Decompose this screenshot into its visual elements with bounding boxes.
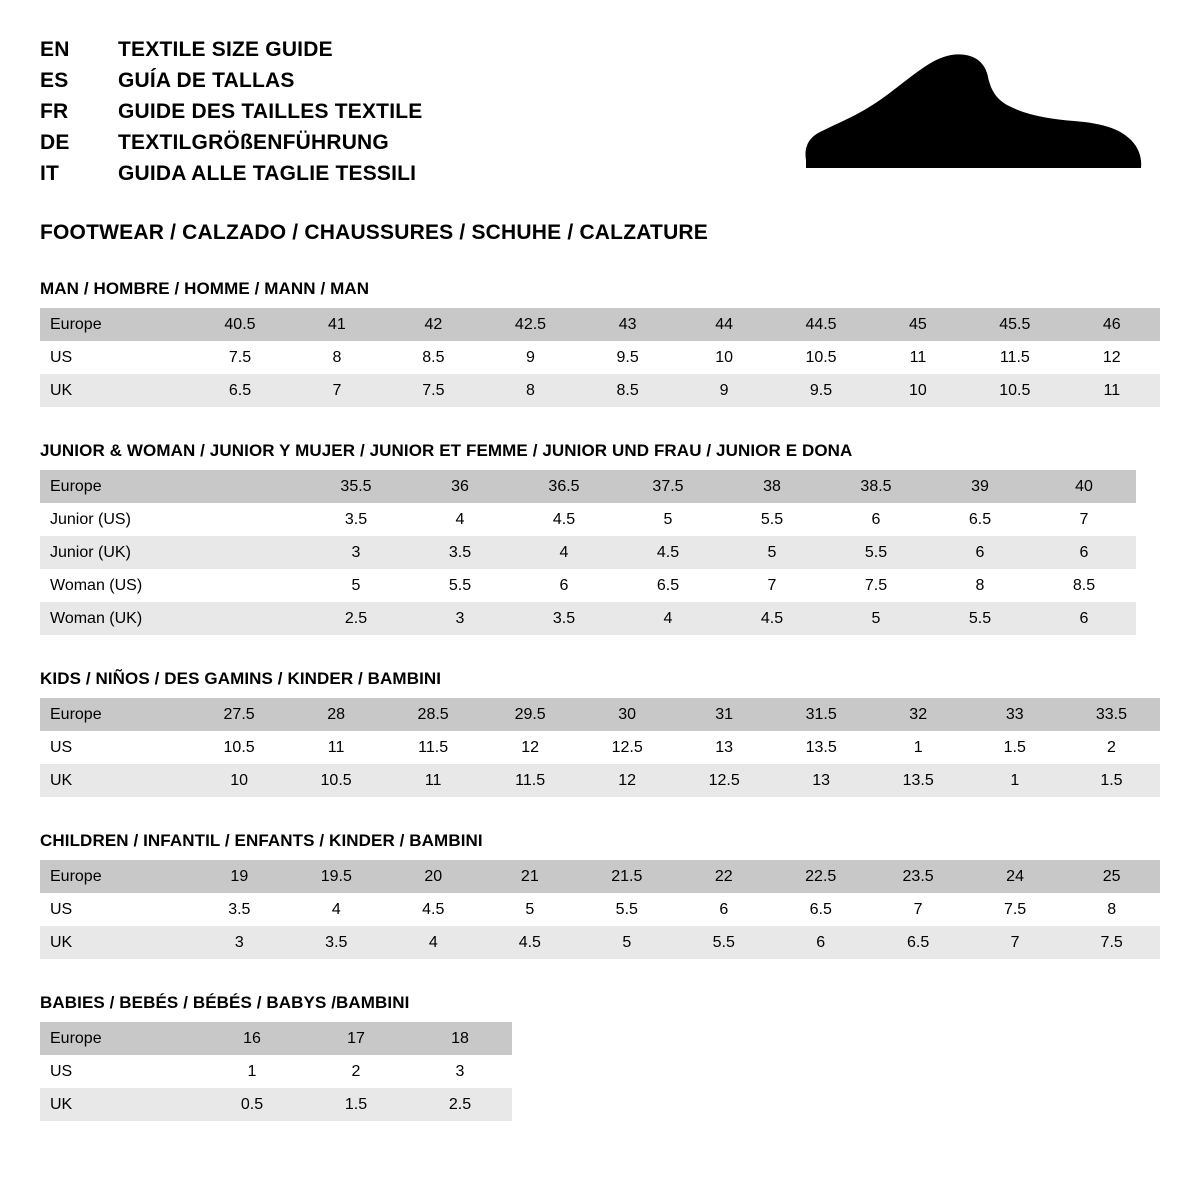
size-cell: 22.5 <box>772 860 869 893</box>
size-cell: 38 <box>720 470 824 503</box>
row-label: Junior (US) <box>40 503 200 536</box>
size-cell: 8 <box>482 374 580 407</box>
row-label: UK <box>40 926 191 959</box>
size-cell: 2.5 <box>408 1088 512 1121</box>
size-cell: 3.5 <box>304 503 408 536</box>
size-cell: 9 <box>676 374 772 407</box>
size-cell: 24 <box>967 860 1064 893</box>
size-cell: 37.5 <box>616 470 720 503</box>
table-row <box>40 698 1160 731</box>
size-cell: 11 <box>288 731 385 764</box>
table-row <box>40 731 1160 764</box>
size-cell: 8 <box>928 569 1032 602</box>
language-code: IT <box>40 162 60 185</box>
size-cell: 8.5 <box>385 341 482 374</box>
size-cell: 21.5 <box>578 860 675 893</box>
size-table-heading: JUNIOR & WOMAN / JUNIOR Y MUJER / JUNIOR ET FEMME / JUNIOR UND FRAU / JUNIOR E DONA <box>40 441 853 460</box>
size-table-heading: MAN / HOMBRE / HOMME / MANN / MAN <box>40 279 370 298</box>
size-cell: 12 <box>1064 341 1160 374</box>
size-cell: 45 <box>870 308 966 341</box>
size-cell: 31.5 <box>773 698 870 731</box>
size-cell: 5.5 <box>675 926 772 959</box>
row-label: UK <box>40 374 191 407</box>
size-cell: 32 <box>870 698 967 731</box>
size-cell: 45.5 <box>966 308 1064 341</box>
table-row <box>40 893 1160 926</box>
size-cell: 4 <box>288 893 385 926</box>
table-row <box>40 470 1136 503</box>
size-cell: 3 <box>408 602 512 635</box>
size-cell: 13 <box>676 731 773 764</box>
size-cell: 22 <box>675 860 772 893</box>
category-title: FOOTWEAR / CALZADO / CHAUSSURES / SCHUHE / CALZATURE <box>40 221 709 244</box>
size-cell: 12.5 <box>676 764 773 797</box>
size-cell: 19 <box>191 860 288 893</box>
size-cell: 13 <box>773 764 870 797</box>
size-cell: 20 <box>385 860 482 893</box>
size-cell <box>200 569 304 602</box>
language-title: TEXTILE SIZE GUIDE <box>118 38 333 61</box>
size-cell: 7 <box>869 893 966 926</box>
language-title: GUÍA DE TALLAS <box>118 69 295 92</box>
size-table-block <box>40 993 1160 1121</box>
size-cell: 11.5 <box>966 341 1064 374</box>
size-cell: 7.5 <box>191 341 289 374</box>
size-cell: 12 <box>579 764 676 797</box>
size-cell: 7 <box>720 569 824 602</box>
size-cell: 1.5 <box>1063 764 1160 797</box>
size-table-heading: KIDS / NIÑOS / DES GAMINS / KINDER / BAMBINI <box>40 669 442 688</box>
table-row <box>40 1088 512 1121</box>
size-cell: 5 <box>304 569 408 602</box>
size-cell: 4 <box>408 503 512 536</box>
size-cell: 5 <box>824 602 928 635</box>
size-cell: 31 <box>676 698 773 731</box>
size-cell: 8 <box>289 341 385 374</box>
size-cell: 18 <box>408 1022 512 1055</box>
size-cell: 4 <box>512 536 616 569</box>
table-row <box>40 764 1160 797</box>
size-cell: 41 <box>289 308 385 341</box>
size-cell: 1 <box>967 764 1063 797</box>
size-cell: 11 <box>1064 374 1160 407</box>
size-cell: 4.5 <box>616 536 720 569</box>
size-cell: 9 <box>482 341 580 374</box>
size-cell: 5.5 <box>824 536 928 569</box>
size-table-block <box>40 831 1160 959</box>
size-cell: 13.5 <box>773 731 870 764</box>
size-cell: 4.5 <box>512 503 616 536</box>
language-title: GUIDA ALLE TAGLIE TESSILI <box>118 162 417 185</box>
size-cell: 35.5 <box>304 470 408 503</box>
language-code: EN <box>40 38 70 61</box>
size-cell: 30 <box>579 698 676 731</box>
language-code: DE <box>40 131 70 154</box>
size-cell: 33.5 <box>1063 698 1160 731</box>
size-cell: 29.5 <box>482 698 579 731</box>
size-cell: 19.5 <box>288 860 385 893</box>
size-cell: 39 <box>928 470 1032 503</box>
row-label: Junior (UK) <box>40 536 200 569</box>
size-table-block <box>40 441 1160 635</box>
size-cell: 6.5 <box>772 893 869 926</box>
size-cell: 46 <box>1064 308 1160 341</box>
size-cell: 17 <box>304 1022 408 1055</box>
size-cell: 10 <box>870 374 966 407</box>
table-row <box>40 569 1136 602</box>
row-label: UK <box>40 764 191 797</box>
size-table <box>40 860 1160 959</box>
size-cell: 6 <box>512 569 616 602</box>
size-cell: 0.5 <box>200 1088 304 1121</box>
size-cell: 43 <box>579 308 676 341</box>
size-cell <box>200 536 304 569</box>
size-cell: 40 <box>1032 470 1136 503</box>
size-cell: 10 <box>191 764 288 797</box>
size-cell <box>200 602 304 635</box>
table-row <box>40 1055 512 1088</box>
table-row <box>40 536 1136 569</box>
size-cell: 8.5 <box>1032 569 1136 602</box>
size-cell: 4.5 <box>720 602 824 635</box>
row-label: US <box>40 341 191 374</box>
size-cell: 7 <box>289 374 385 407</box>
row-label: US <box>40 731 191 764</box>
row-label: UK <box>40 1088 200 1121</box>
size-cell: 7.5 <box>824 569 928 602</box>
table-row <box>40 308 1160 341</box>
size-cell: 8 <box>1063 893 1160 926</box>
size-cell: 28 <box>288 698 385 731</box>
size-cell: 11 <box>385 764 482 797</box>
size-cell: 5 <box>616 503 720 536</box>
size-cell: 3.5 <box>512 602 616 635</box>
size-cell: 12.5 <box>579 731 676 764</box>
size-cell: 3 <box>408 1055 512 1088</box>
size-cell: 11 <box>870 341 966 374</box>
size-cell: 10.5 <box>191 731 288 764</box>
row-label: Europe <box>40 470 200 503</box>
row-label: Europe <box>40 1022 200 1055</box>
language-code: FR <box>40 100 69 123</box>
size-table-heading: BABIES / BEBÉS / BÉBÉS / BABYS /BAMBINI <box>40 993 410 1012</box>
size-cell: 25 <box>1063 860 1160 893</box>
size-cell: 6.5 <box>191 374 289 407</box>
language-code: ES <box>40 69 69 92</box>
size-cell: 16 <box>200 1022 304 1055</box>
size-cell: 9.5 <box>772 374 870 407</box>
size-cell: 44 <box>676 308 772 341</box>
size-cell: 3.5 <box>288 926 385 959</box>
table-row <box>40 341 1160 374</box>
size-cell: 3.5 <box>408 536 512 569</box>
size-table <box>40 470 1136 635</box>
table-row <box>40 860 1160 893</box>
size-cell: 36 <box>408 470 512 503</box>
size-cell: 5 <box>578 926 675 959</box>
size-cell: 2 <box>304 1055 408 1088</box>
size-cell: 7 <box>1032 503 1136 536</box>
size-cell: 3.5 <box>191 893 288 926</box>
size-table-block <box>40 669 1160 797</box>
row-label: US <box>40 893 191 926</box>
size-cell: 7.5 <box>385 374 482 407</box>
size-cell: 9.5 <box>579 341 676 374</box>
size-cell: 10.5 <box>288 764 385 797</box>
size-cell: 5 <box>720 536 824 569</box>
table-row <box>40 602 1136 635</box>
size-cell: 12 <box>482 731 579 764</box>
size-cell <box>200 503 304 536</box>
size-cell: 23.5 <box>869 860 966 893</box>
size-cell: 6.5 <box>928 503 1032 536</box>
size-table-block <box>40 279 1160 407</box>
language-title: TEXTILGRÖßENFÜHRUNG <box>118 131 389 154</box>
size-cell: 36.5 <box>512 470 616 503</box>
row-label: US <box>40 1055 200 1088</box>
size-cell: 6 <box>1032 536 1136 569</box>
size-cell <box>200 470 304 503</box>
size-cell: 3 <box>304 536 408 569</box>
size-cell: 10.5 <box>772 341 870 374</box>
size-cell: 6 <box>928 536 1032 569</box>
row-label: Woman (US) <box>40 569 200 602</box>
row-label: Europe <box>40 698 191 731</box>
size-cell: 6 <box>772 926 869 959</box>
size-cell: 27.5 <box>191 698 288 731</box>
size-cell: 42.5 <box>482 308 580 341</box>
size-cell: 10 <box>676 341 772 374</box>
size-cell: 42 <box>385 308 482 341</box>
size-cell: 5.5 <box>578 893 675 926</box>
table-row <box>40 374 1160 407</box>
size-cell: 7 <box>967 926 1064 959</box>
table-row <box>40 1022 512 1055</box>
size-cell: 28.5 <box>385 698 482 731</box>
size-cell: 8.5 <box>579 374 676 407</box>
size-cell: 5 <box>482 893 579 926</box>
size-cell: 40.5 <box>191 308 289 341</box>
size-cell: 1.5 <box>967 731 1063 764</box>
table-row <box>40 926 1160 959</box>
language-title: GUIDE DES TAILLES TEXTILE <box>118 100 423 123</box>
size-cell: 6 <box>1032 602 1136 635</box>
size-cell: 5.5 <box>720 503 824 536</box>
size-cell: 3 <box>191 926 288 959</box>
size-table-heading: CHILDREN / INFANTIL / ENFANTS / KINDER / BAMBINI <box>40 831 483 850</box>
size-cell: 5.5 <box>928 602 1032 635</box>
size-cell: 38.5 <box>824 470 928 503</box>
size-cell: 6 <box>675 893 772 926</box>
size-cell: 10.5 <box>966 374 1064 407</box>
size-table <box>40 308 1160 407</box>
size-cell: 5.5 <box>408 569 512 602</box>
size-cell: 11.5 <box>482 764 579 797</box>
table-row <box>40 503 1136 536</box>
size-cell: 1.5 <box>304 1088 408 1121</box>
size-cell: 6.5 <box>616 569 720 602</box>
size-cell: 1 <box>870 731 967 764</box>
size-table <box>40 1022 512 1121</box>
size-cell: 4 <box>616 602 720 635</box>
size-cell: 13.5 <box>870 764 967 797</box>
row-label: Europe <box>40 860 191 893</box>
size-cell: 4.5 <box>482 926 579 959</box>
dress-shoe-icon <box>798 48 1148 178</box>
size-cell: 4.5 <box>385 893 482 926</box>
size-tables-container <box>40 279 1160 1121</box>
size-cell: 21 <box>482 860 579 893</box>
size-cell: 7.5 <box>1063 926 1160 959</box>
size-cell: 2.5 <box>304 602 408 635</box>
size-cell: 6.5 <box>869 926 966 959</box>
size-table <box>40 698 1160 797</box>
row-label: Woman (UK) <box>40 602 200 635</box>
size-cell: 33 <box>967 698 1063 731</box>
size-cell: 6 <box>824 503 928 536</box>
size-cell: 11.5 <box>385 731 482 764</box>
size-cell: 2 <box>1063 731 1160 764</box>
size-cell: 44.5 <box>772 308 870 341</box>
size-cell: 4 <box>385 926 482 959</box>
row-label: Europe <box>40 308 191 341</box>
size-cell: 1 <box>200 1055 304 1088</box>
size-cell: 7.5 <box>967 893 1064 926</box>
